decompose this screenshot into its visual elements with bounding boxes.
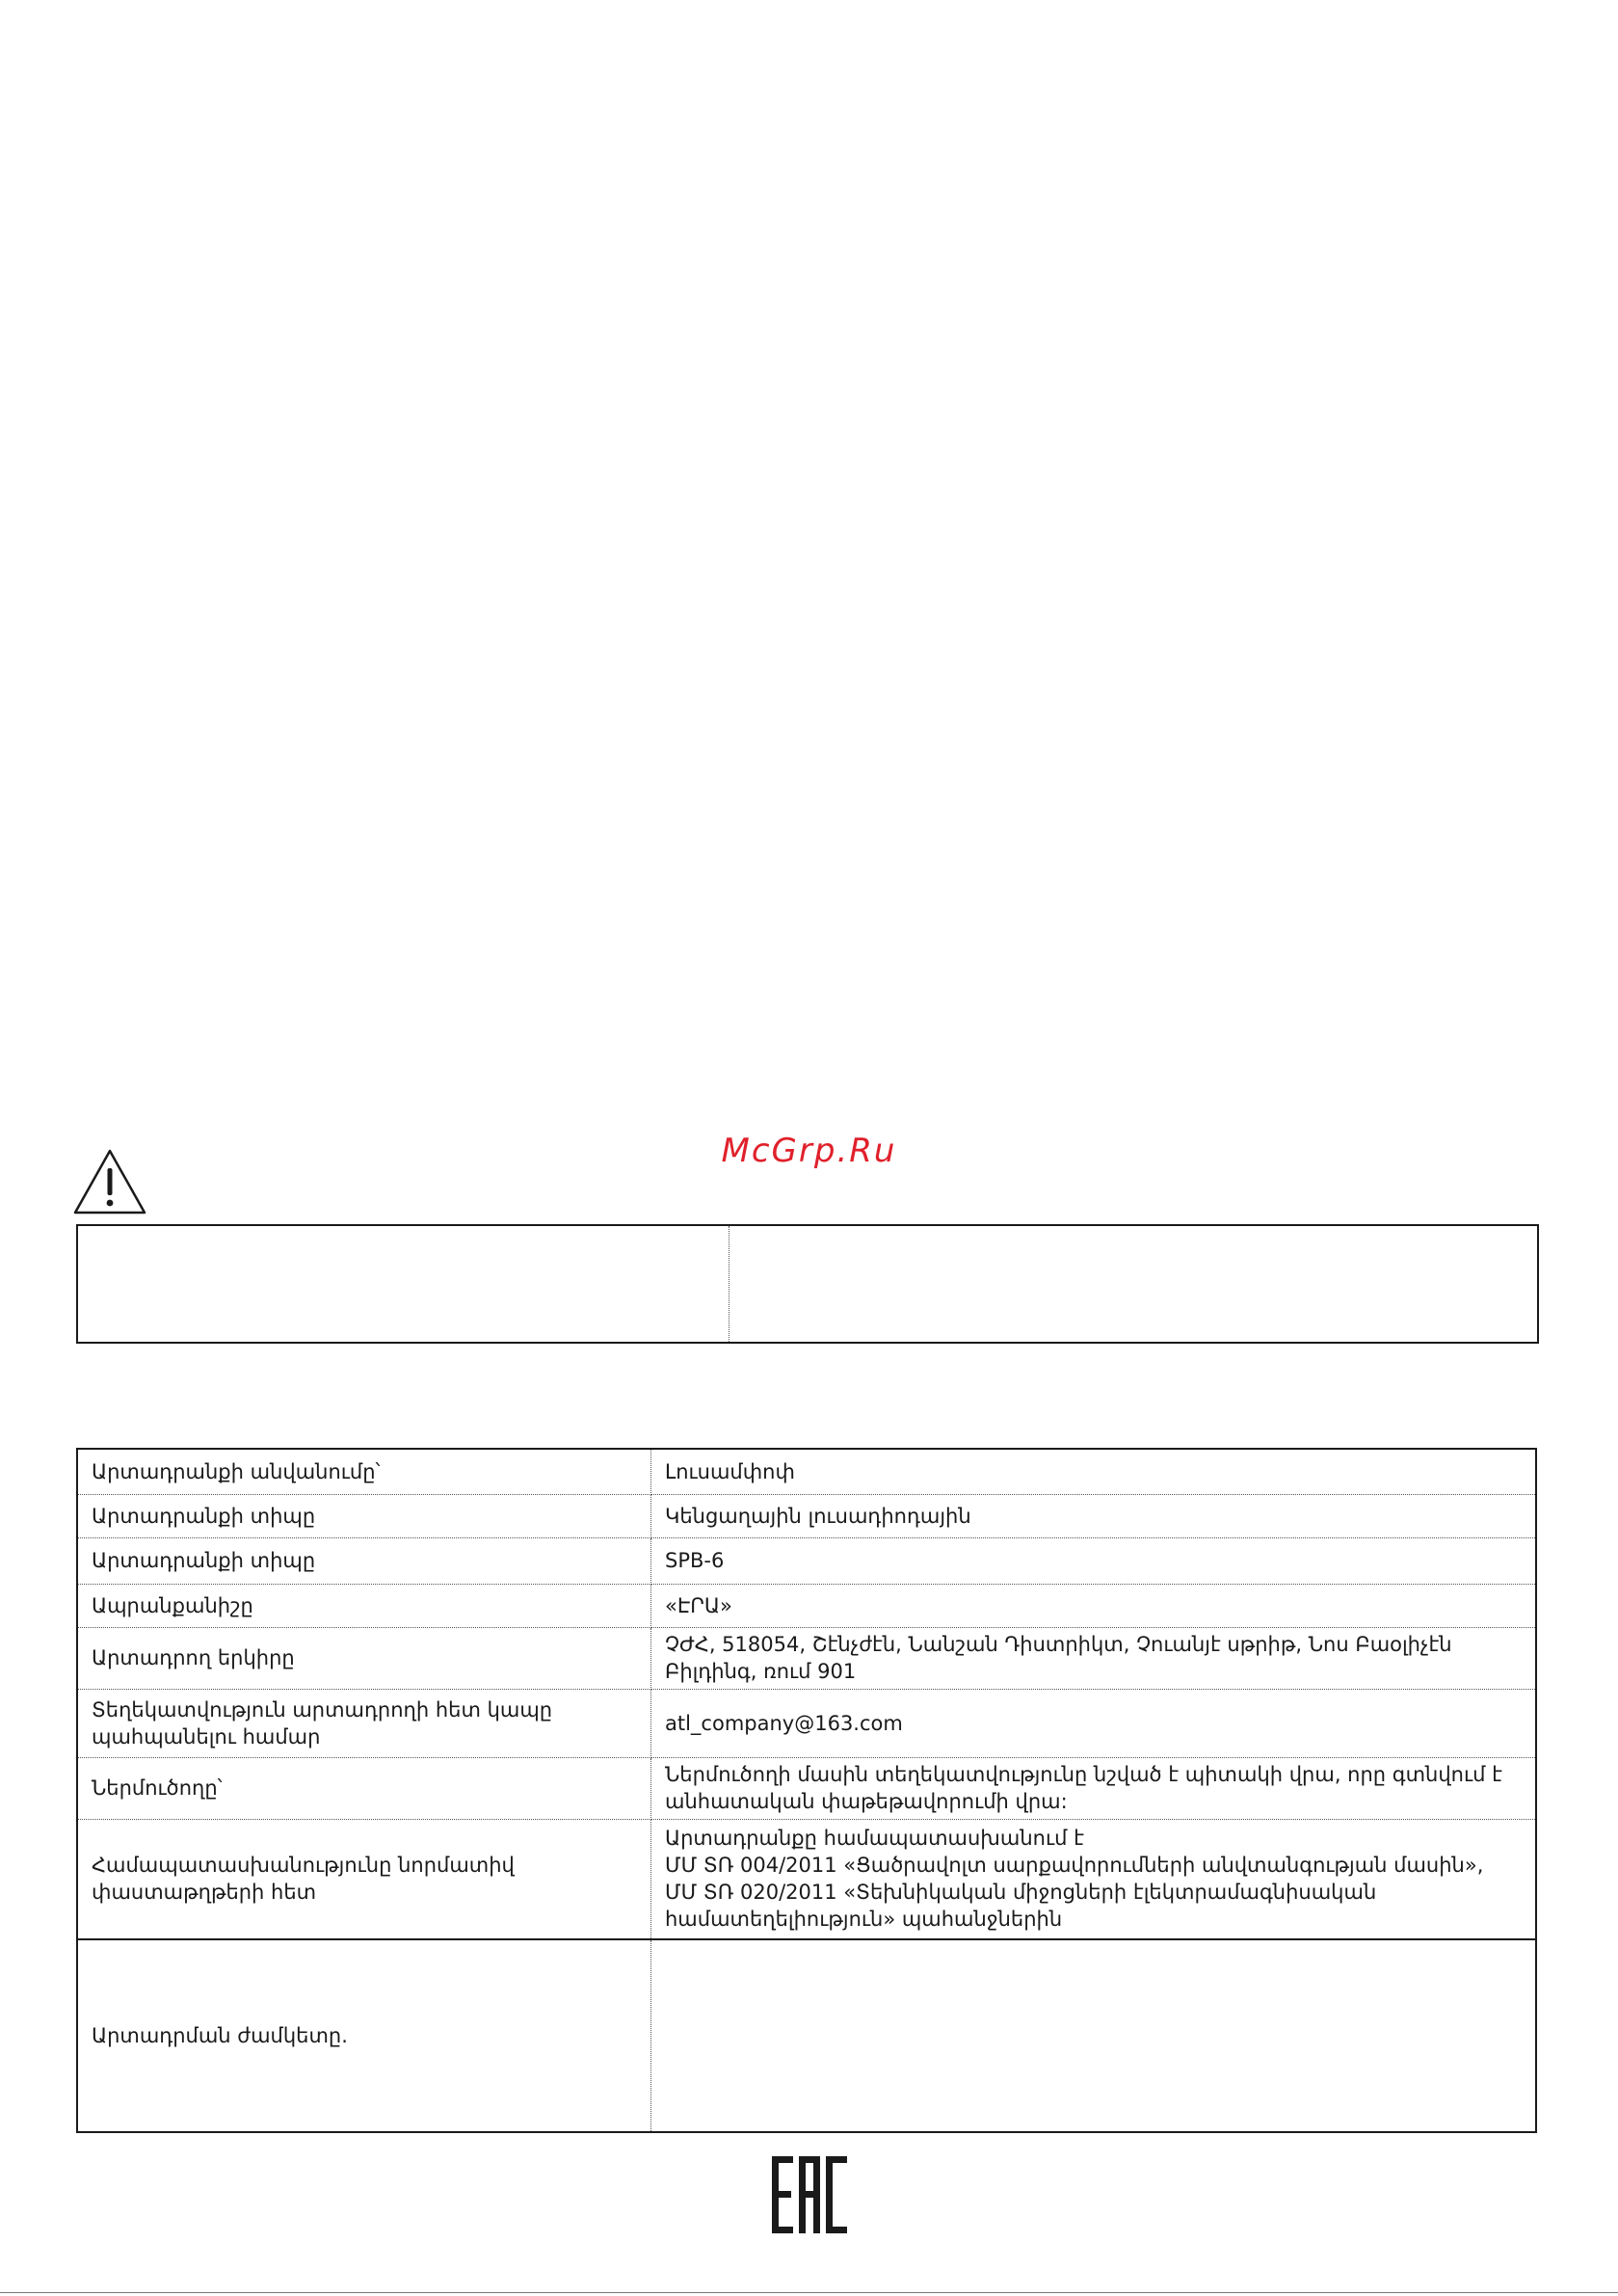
text-line: Ապրանքանիշը bbox=[92, 1593, 253, 1617]
text-line: համատեղելիություն» պահանջներին bbox=[665, 1908, 1063, 1932]
table-row bbox=[77, 1689, 1536, 1757]
table-row bbox=[77, 1627, 1536, 1689]
row-value bbox=[651, 1537, 1537, 1584]
row-label bbox=[77, 1939, 651, 2132]
text-line: SPB-6 bbox=[665, 1549, 725, 1572]
text-line: ՄՄ ՏՌ 020/2011 «Տեխնիկական միջոցների էլեկտրամագնիսական bbox=[665, 1881, 1377, 1905]
text-line: Արտադրանքի անվանումը՝ bbox=[92, 1459, 381, 1483]
empty-info-box bbox=[76, 1224, 1539, 1344]
row-label bbox=[77, 1494, 651, 1537]
text-line: անհատական փաթեթավորումի վրա: bbox=[665, 1790, 1068, 1813]
table-row bbox=[77, 1494, 1536, 1537]
text-line: Լուսամփոփ bbox=[665, 1459, 795, 1483]
row-value bbox=[651, 1627, 1537, 1689]
text-line: Արտադրանքի տիպը bbox=[92, 1504, 316, 1528]
text-line: Կենցաղային լուսադիոդային bbox=[665, 1504, 971, 1528]
warning-triangle-icon bbox=[71, 1147, 148, 1216]
row-value bbox=[651, 1494, 1537, 1537]
row-label bbox=[77, 1449, 651, 1494]
watermark: McGrp.Ru bbox=[721, 1132, 897, 1170]
text-line: Արտադրանքի տիպը bbox=[92, 1549, 316, 1572]
row-value bbox=[651, 1819, 1537, 1939]
row-value bbox=[651, 1584, 1537, 1627]
text-line: Տեղեկատվություն արտադրողի հետ կապը bbox=[92, 1697, 553, 1722]
row-value-empty bbox=[651, 1939, 1537, 2132]
bottom-rule bbox=[0, 2292, 1618, 2293]
text-line: «ԷՐԱ» bbox=[665, 1593, 732, 1617]
table-row bbox=[77, 1939, 1536, 2132]
row-value bbox=[651, 1689, 1537, 1757]
text-line: ՄՄ ՏՌ 004/2011 «Ցածրավոլտ սարքավորումների անվտանգության մասին», bbox=[665, 1854, 1484, 1878]
table-row bbox=[77, 1584, 1536, 1627]
text-line: Ներմուծողի մասին տեղեկատվությունը նշված է պիտակի վրա, որը գտնվում է bbox=[665, 1763, 1502, 1786]
text-line: ՉԺՀ, 518054, Շէնչժէն, Նանշան Դիստրիկտ, Չուանյէ սթրիթ, Նոս Բաօլիչէն bbox=[665, 1633, 1452, 1656]
text-line: Բիլդինգ, ռում 901 bbox=[665, 1660, 857, 1683]
row-value bbox=[651, 1449, 1537, 1494]
text-line: Արտադրման ժամկետը. bbox=[92, 2024, 348, 2047]
row-label bbox=[77, 1537, 651, 1584]
table-row bbox=[77, 1819, 1536, 1939]
text-line: փաստաթղթերի հետ bbox=[92, 1881, 317, 1905]
text-line: Արտադրանքը համապատասխանում է bbox=[665, 1827, 1084, 1851]
row-label bbox=[77, 1584, 651, 1627]
table-row bbox=[77, 1449, 1536, 1494]
text-line: Արտադրող երկիրը bbox=[92, 1646, 295, 1669]
row-label bbox=[77, 1819, 651, 1939]
table-row bbox=[77, 1757, 1536, 1819]
row-label bbox=[77, 1689, 651, 1757]
row-value bbox=[651, 1757, 1537, 1819]
eac-mark-icon bbox=[772, 2156, 847, 2233]
text-line: պահպանելու համար bbox=[92, 1724, 321, 1749]
row-label bbox=[77, 1627, 651, 1689]
email-text: atl_company@163.com bbox=[665, 1711, 903, 1735]
text-line: Համապատասխանությունը նորմատիվ bbox=[92, 1854, 515, 1878]
product-specs-table bbox=[76, 1448, 1537, 2133]
text-line: Ներմուծողը՝ bbox=[92, 1776, 223, 1800]
table-row bbox=[77, 1537, 1536, 1584]
row-label bbox=[77, 1757, 651, 1819]
